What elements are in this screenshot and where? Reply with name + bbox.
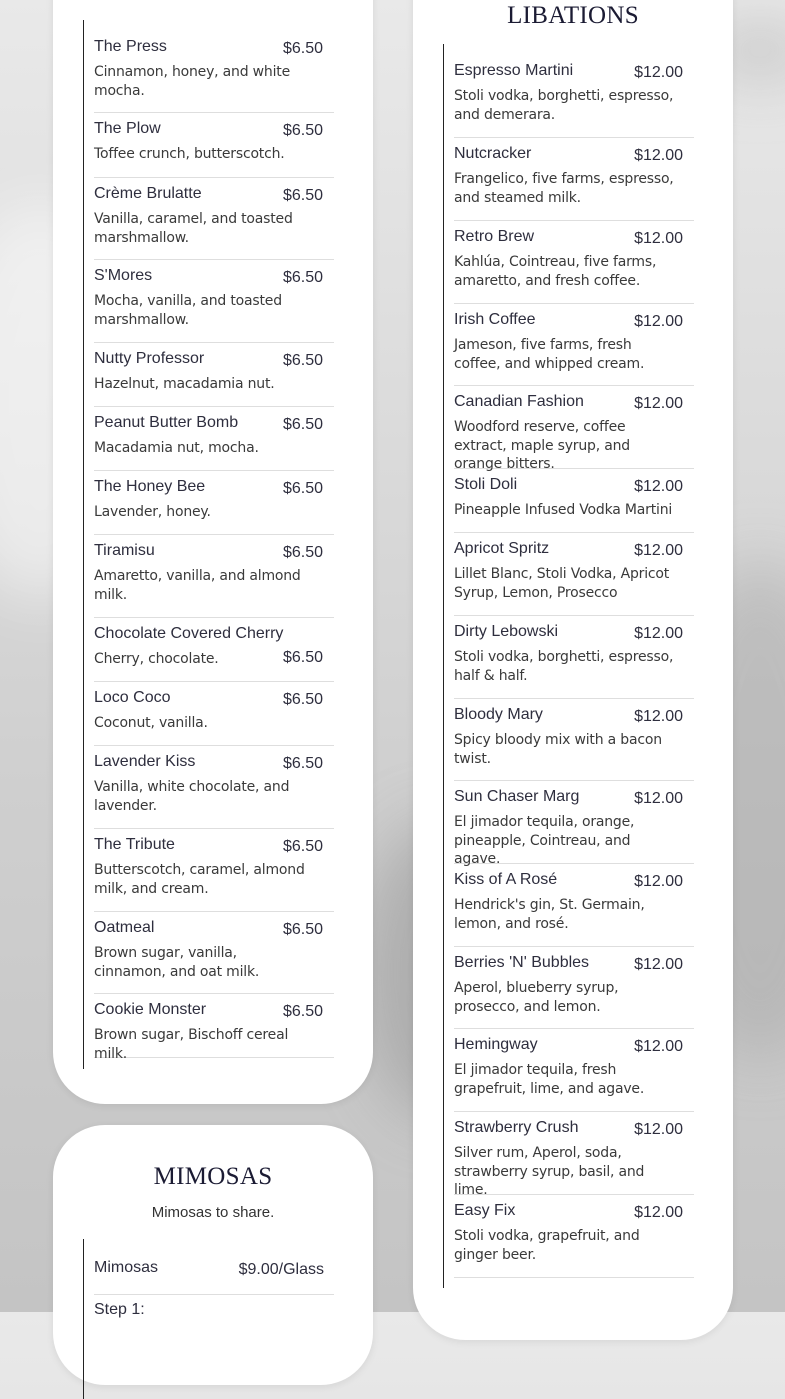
item-price: $6.50	[282, 352, 323, 369]
item-name: The Tribute	[94, 836, 175, 853]
item-price: $12.00	[634, 1121, 683, 1138]
item-description: Lillet Blanc, Stoli Vodka, Apricot Syrup, Lemon, Prosecco	[454, 566, 670, 601]
item-name: Nutcracker	[454, 145, 532, 162]
item-description: Lavender, honey.	[94, 504, 211, 520]
item-description: Vanilla, caramel, and toasted marshmallow.	[94, 211, 293, 246]
list-item[interactable]	[454, 1195, 694, 1278]
item-description: Butterscotch, caramel, almond milk, and cream.	[94, 862, 305, 897]
item-price: $12.00	[634, 64, 683, 81]
item-price: $6.50	[282, 544, 323, 561]
list-item[interactable]	[94, 113, 334, 178]
mimosas-title: MIMOSAS	[153, 1163, 273, 1190]
item-price: $12.00	[634, 147, 683, 164]
item-description: Toffee crunch, butterscotch.	[94, 146, 285, 162]
item-description: Stoli vodka, borghetti, espresso, half & half.	[454, 649, 674, 684]
item-description: El jimador tequila, orange, pineapple, Cointreau, and agave.	[454, 814, 635, 867]
item-description: El jimador tequila, fresh grapefruit, lime, and agave.	[454, 1062, 645, 1097]
mimosas-subtitle: Mimosas to share.	[151, 1204, 275, 1221]
list-item[interactable]	[94, 471, 334, 535]
list-item[interactable]	[94, 912, 334, 994]
item-name: Irish Coffee	[454, 311, 536, 328]
list-item[interactable]	[454, 947, 694, 1029]
list-item[interactable]	[94, 343, 334, 407]
list-item[interactable]	[454, 304, 694, 386]
list-item[interactable]	[454, 533, 694, 616]
mimosas-card	[53, 1125, 373, 1385]
item-name: Step 1:	[94, 1301, 145, 1318]
item-description: Spicy bloody mix with a bacon twist.	[454, 732, 662, 767]
item-price: $12.00	[634, 1038, 683, 1055]
item-name: Loco Coco	[94, 689, 171, 706]
item-name: Dirty Lebowski	[454, 623, 559, 640]
mimosas-card-rule	[83, 1239, 84, 1399]
item-name: Crème Brulatte	[94, 185, 202, 202]
item-description: Woodford reserve, coffee extract, maple syrup, and orange bitters.	[454, 419, 630, 472]
item-price: $6.50	[282, 122, 323, 139]
list-item[interactable]	[454, 616, 694, 699]
item-name: Kiss of A Rosé	[454, 871, 558, 888]
item-price: $6.50	[282, 838, 323, 855]
item-description: Macadamia nut, mocha.	[94, 440, 259, 456]
list-item[interactable]	[454, 864, 694, 947]
item-name: Berries 'N' Bubbles	[454, 954, 590, 971]
item-price: $12.00	[634, 313, 683, 330]
item-price: $6.50	[282, 40, 323, 57]
item-name: Oatmeal	[94, 919, 155, 936]
item-price: $6.50	[282, 269, 323, 286]
list-item[interactable]	[454, 221, 694, 304]
item-name: Retro Brew	[454, 228, 535, 245]
list-item[interactable]	[454, 699, 694, 781]
item-name: The Honey Bee	[94, 478, 206, 495]
item-description: Brown sugar, vanilla, cinnamon, and oat milk.	[94, 945, 260, 980]
list-item[interactable]	[454, 469, 694, 533]
list-item[interactable]	[454, 138, 694, 221]
list-item[interactable]	[94, 1295, 334, 1355]
item-price: $6.50	[282, 649, 323, 666]
list-item[interactable]	[94, 178, 334, 260]
item-name: Canadian Fashion	[454, 393, 584, 410]
item-description: Silver rum, Aperol, soda, strawberry syrup, basil, and lime.	[454, 1145, 645, 1198]
item-description: Amaretto, vanilla, and almond milk.	[94, 568, 301, 603]
list-item[interactable]	[94, 31, 334, 113]
item-name: Cookie Monster	[94, 1001, 207, 1018]
item-name: S'Mores	[94, 267, 153, 284]
list-item[interactable]	[94, 829, 334, 912]
item-price: $6.50	[282, 755, 323, 772]
item-name: Tiramisu	[94, 542, 155, 559]
item-price: $12.00	[634, 1204, 683, 1221]
list-item[interactable]	[454, 55, 694, 138]
left-card-rule	[83, 20, 84, 1069]
item-price: $12.00	[634, 956, 683, 973]
left-menu-card	[53, 0, 373, 1104]
item-price: $12.00	[634, 478, 683, 495]
list-item[interactable]	[454, 1112, 694, 1198]
list-item[interactable]	[94, 618, 334, 682]
item-description: Cherry, chocolate.	[94, 651, 219, 667]
item-price: $6.50	[282, 187, 323, 204]
item-description: Brown sugar, Bischoff cereal milk.	[94, 1027, 289, 1062]
item-price: $12.00	[634, 708, 683, 725]
libations-card-rule	[443, 44, 444, 1288]
item-name: Easy Fix	[454, 1202, 516, 1219]
list-item[interactable]	[454, 1029, 694, 1112]
item-price: $6.50	[282, 921, 323, 938]
item-description: Cinnamon, honey, and white mocha.	[94, 64, 290, 99]
item-name: Mimosas	[94, 1259, 159, 1276]
list-item[interactable]	[94, 1243, 334, 1295]
item-description: Hazelnut, macadamia nut.	[94, 376, 275, 392]
list-item[interactable]	[94, 407, 334, 471]
item-description: Mocha, vanilla, and toasted marshmallow.	[94, 293, 282, 328]
item-name: Stoli Doli	[454, 476, 518, 493]
item-description: Stoli vodka, grapefruit, and ginger beer.	[454, 1228, 640, 1263]
item-name: Espresso Martini	[454, 62, 574, 79]
item-description: Coconut, vanilla.	[94, 715, 208, 731]
item-price: $6.50	[282, 480, 323, 497]
item-name: The Press	[94, 38, 167, 55]
item-price: $9.00/Glass	[238, 1261, 324, 1278]
libations-card	[413, 0, 733, 1340]
item-price: $6.50	[282, 416, 323, 433]
list-item[interactable]	[94, 994, 334, 1062]
list-item[interactable]	[94, 535, 334, 618]
list-item[interactable]	[454, 386, 694, 472]
item-description: Kahlúa, Cointreau, five farms, amaretto, and fresh coffee.	[454, 254, 657, 289]
item-name: Strawberry Crush	[454, 1119, 579, 1136]
item-description: Vanilla, white chocolate, and lavender.	[94, 779, 290, 814]
item-price: $12.00	[634, 790, 683, 807]
item-price: $12.00	[634, 873, 683, 890]
item-price: $6.50	[282, 1003, 323, 1020]
item-name: Bloody Mary	[454, 706, 543, 723]
list-item[interactable]	[94, 746, 334, 829]
item-name: Apricot Spritz	[454, 540, 550, 557]
item-name: Peanut Butter Bomb	[94, 414, 239, 431]
item-name: Hemingway	[454, 1036, 538, 1053]
list-item[interactable]	[94, 682, 334, 746]
item-name: Lavender Kiss	[94, 753, 196, 770]
item-description: Aperol, blueberry syrup, prosecco, and lemon.	[454, 980, 619, 1015]
item-description: Hendrick's gin, St. Germain, lemon, and rosé.	[454, 897, 645, 932]
item-price: $12.00	[634, 395, 683, 412]
item-description: Jameson, five farms, fresh coffee, and whipped cream.	[454, 337, 645, 372]
item-name: The Plow	[94, 120, 161, 137]
list-item[interactable]	[94, 260, 334, 343]
item-price: $12.00	[634, 542, 683, 559]
item-name: Nutty Professor	[94, 350, 205, 367]
item-description: Frangelico, five farms, espresso, and steamed milk.	[454, 171, 674, 206]
item-name: Sun Chaser Marg	[454, 788, 580, 805]
item-price: $12.00	[634, 625, 683, 642]
list-item[interactable]	[454, 781, 694, 867]
item-description: Pineapple Infused Vodka Martini	[454, 502, 673, 518]
item-description: Stoli vodka, borghetti, espresso, and demerara.	[454, 88, 674, 123]
item-price: $12.00	[634, 230, 683, 247]
libations-title: LIBATIONS	[507, 2, 639, 29]
item-name: Chocolate Covered Cherry	[94, 625, 284, 642]
item-price: $6.50	[282, 691, 323, 708]
